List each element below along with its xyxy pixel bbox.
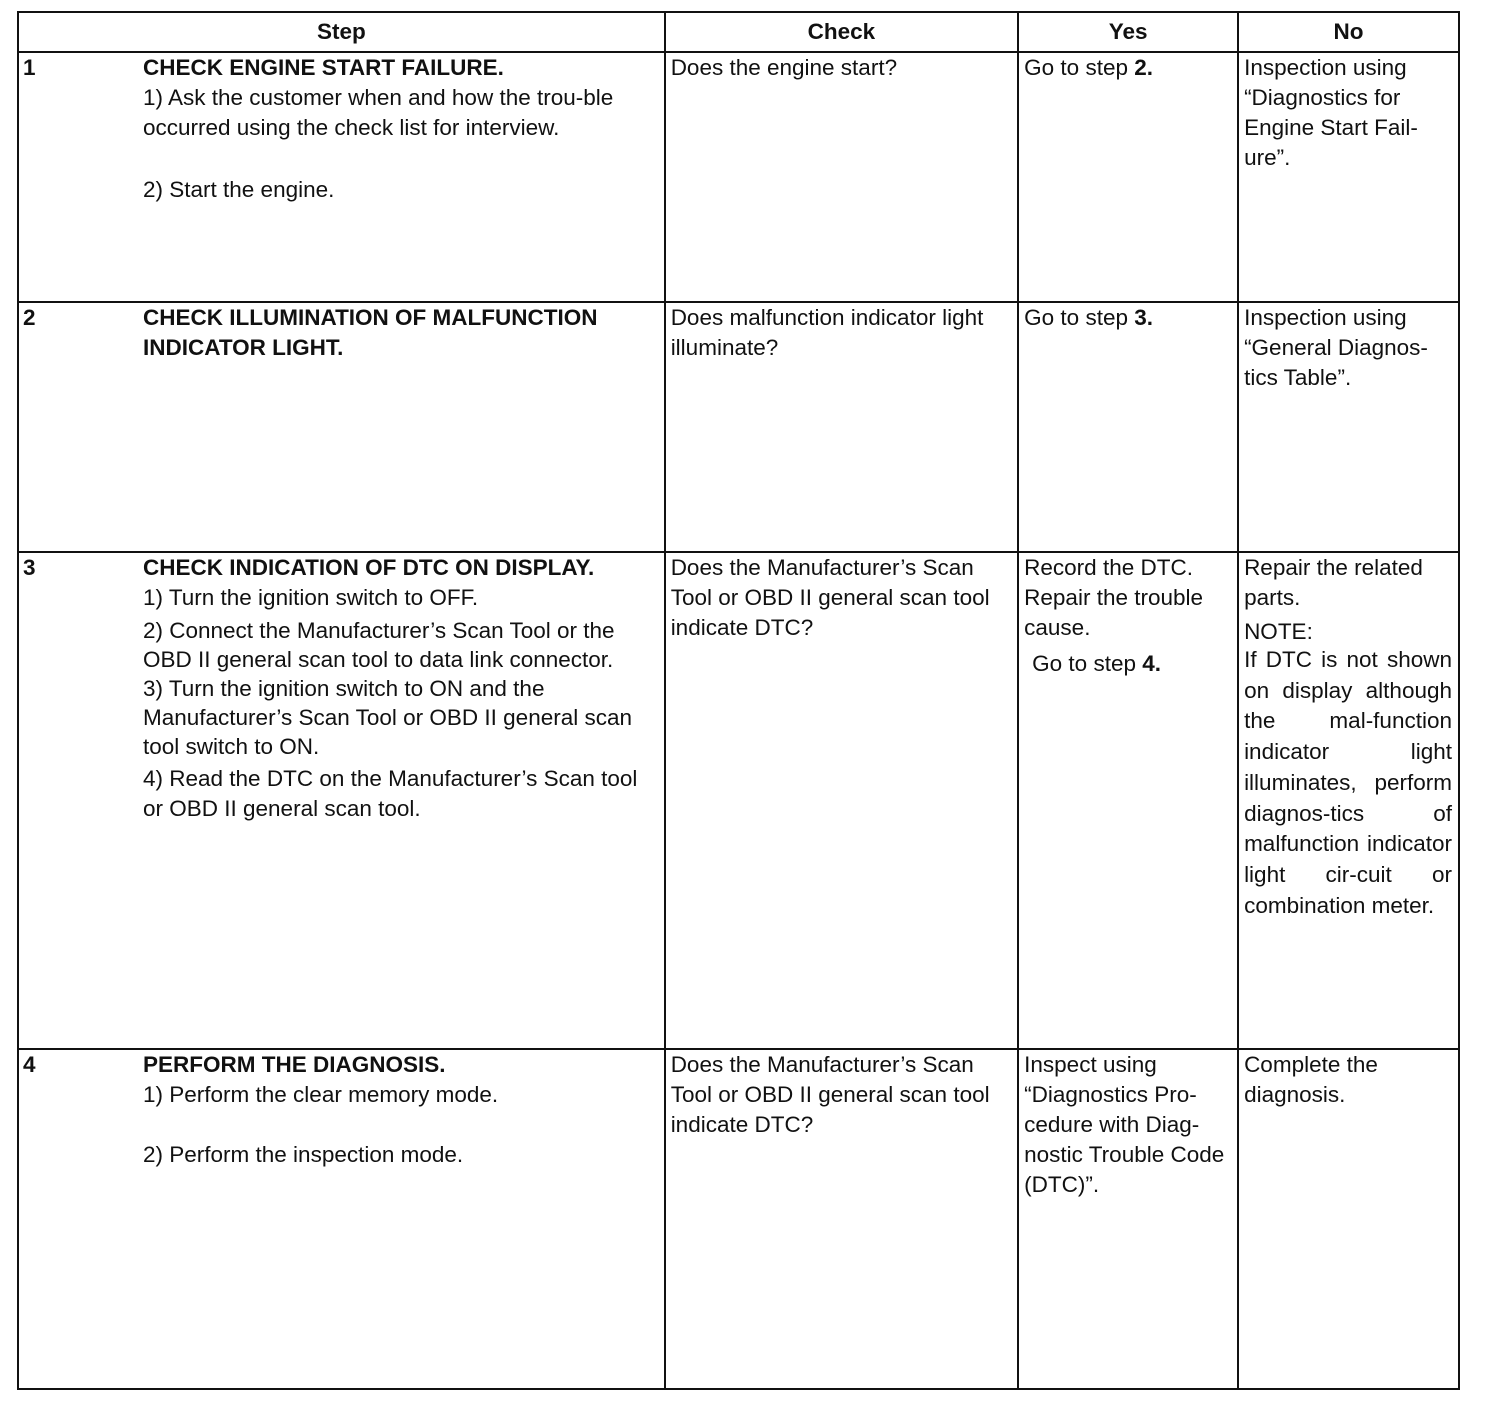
check-cell: Does malfunction indicator light illuminate? <box>665 302 1018 552</box>
step-title: CHECK ILLUMINATION OF MALFUNCTION INDICATOR LIGHT. <box>143 305 598 360</box>
step-title: PERFORM THE DIAGNOSIS. <box>143 1052 446 1077</box>
yes-step: 2. <box>1134 55 1153 80</box>
no-cell: Complete the diagnosis. <box>1238 1049 1459 1389</box>
step-number: 1 <box>23 55 36 80</box>
step-number: 4 <box>23 1052 36 1077</box>
header-check: Check <box>665 12 1018 52</box>
yes-cell: Inspect using “Diagnostics Pro-cedure with Diag-nostic Trouble Code (DTC)”. <box>1018 1049 1238 1389</box>
step-item: 2) Connect the Manufacturer’s Scan Tool or the OBD II general scan tool to data link connector. <box>143 618 615 672</box>
step-title: CHECK ENGINE START FAILURE. <box>143 55 504 80</box>
no-cell: Inspection using “Diagnostics for Engine Start Fail-ure”. <box>1238 52 1459 302</box>
header-yes: Yes <box>1018 12 1238 52</box>
yes-cell <box>1018 552 1238 1049</box>
no-cell: Inspection using “General Diagnos-tics Table”. <box>1238 302 1459 552</box>
step-number: 3 <box>23 555 36 580</box>
table-row <box>18 552 1459 1049</box>
yes-cell <box>1018 52 1238 302</box>
step-item: 4) Read the DTC on the Manufacturer’s Scan tool or OBD II general scan tool. <box>143 766 638 821</box>
yes-goto <box>1024 649 1233 679</box>
table-row <box>18 302 1459 552</box>
header-no: No <box>1238 12 1459 52</box>
check-cell: Does the Manufacturer’s Scan Tool or OBD II general scan tool indicate DTC? <box>665 1049 1018 1389</box>
no-cell <box>1238 552 1459 1049</box>
table-row <box>18 52 1459 302</box>
note-label: NOTE: <box>1244 619 1313 644</box>
step-cell <box>18 552 665 1049</box>
diagnostic-table <box>17 11 1460 1390</box>
yes-step: 4. <box>1142 651 1161 676</box>
no-text: Repair the related parts. <box>1244 555 1423 610</box>
step-cell <box>18 52 665 302</box>
yes-step: 3. <box>1134 305 1153 330</box>
check-cell: Does the Manufacturer’s Scan Tool or OBD II general scan tool indicate DTC? <box>665 552 1018 1049</box>
step-item: 3) Turn the ignition switch to ON and the Manufacturer’s Scan Tool or OBD II general scan tool switch to ON. <box>143 676 633 759</box>
table-row <box>18 1049 1459 1389</box>
yes-line: Repair the trouble cause. <box>1024 585 1204 640</box>
header-step: Step <box>18 12 665 52</box>
step-number: 2 <box>23 305 36 330</box>
header-row <box>18 12 1459 52</box>
step-item: 2) Start the engine. <box>143 177 335 202</box>
step-item: 1) Turn the ignition switch to OFF. <box>143 585 479 610</box>
yes-prefix: Go to step <box>1024 305 1135 330</box>
step-cell <box>18 302 665 552</box>
step-cell <box>18 1049 665 1389</box>
yes-prefix: Go to step <box>1024 55 1135 80</box>
step-item: 1) Perform the clear memory mode. <box>143 1082 499 1107</box>
yes-prefix: Go to step <box>1032 651 1143 676</box>
step-item: 1) Ask the customer when and how the trou-ble occurred using the check list for interview. <box>143 85 614 140</box>
yes-line: Record the DTC. <box>1024 555 1193 580</box>
step-title: CHECK INDICATION OF DTC ON DISPLAY. <box>143 555 595 580</box>
note-text: If DTC is not shown on display although the mal-function indicator light illuminates, perform diagnos-tics of malfunction indicator light cir-cuit or combination meter. <box>1244 647 1452 918</box>
yes-cell <box>1018 302 1238 552</box>
step-item: 2) Perform the inspection mode. <box>143 1142 464 1167</box>
check-cell: Does the engine start? <box>665 52 1018 302</box>
